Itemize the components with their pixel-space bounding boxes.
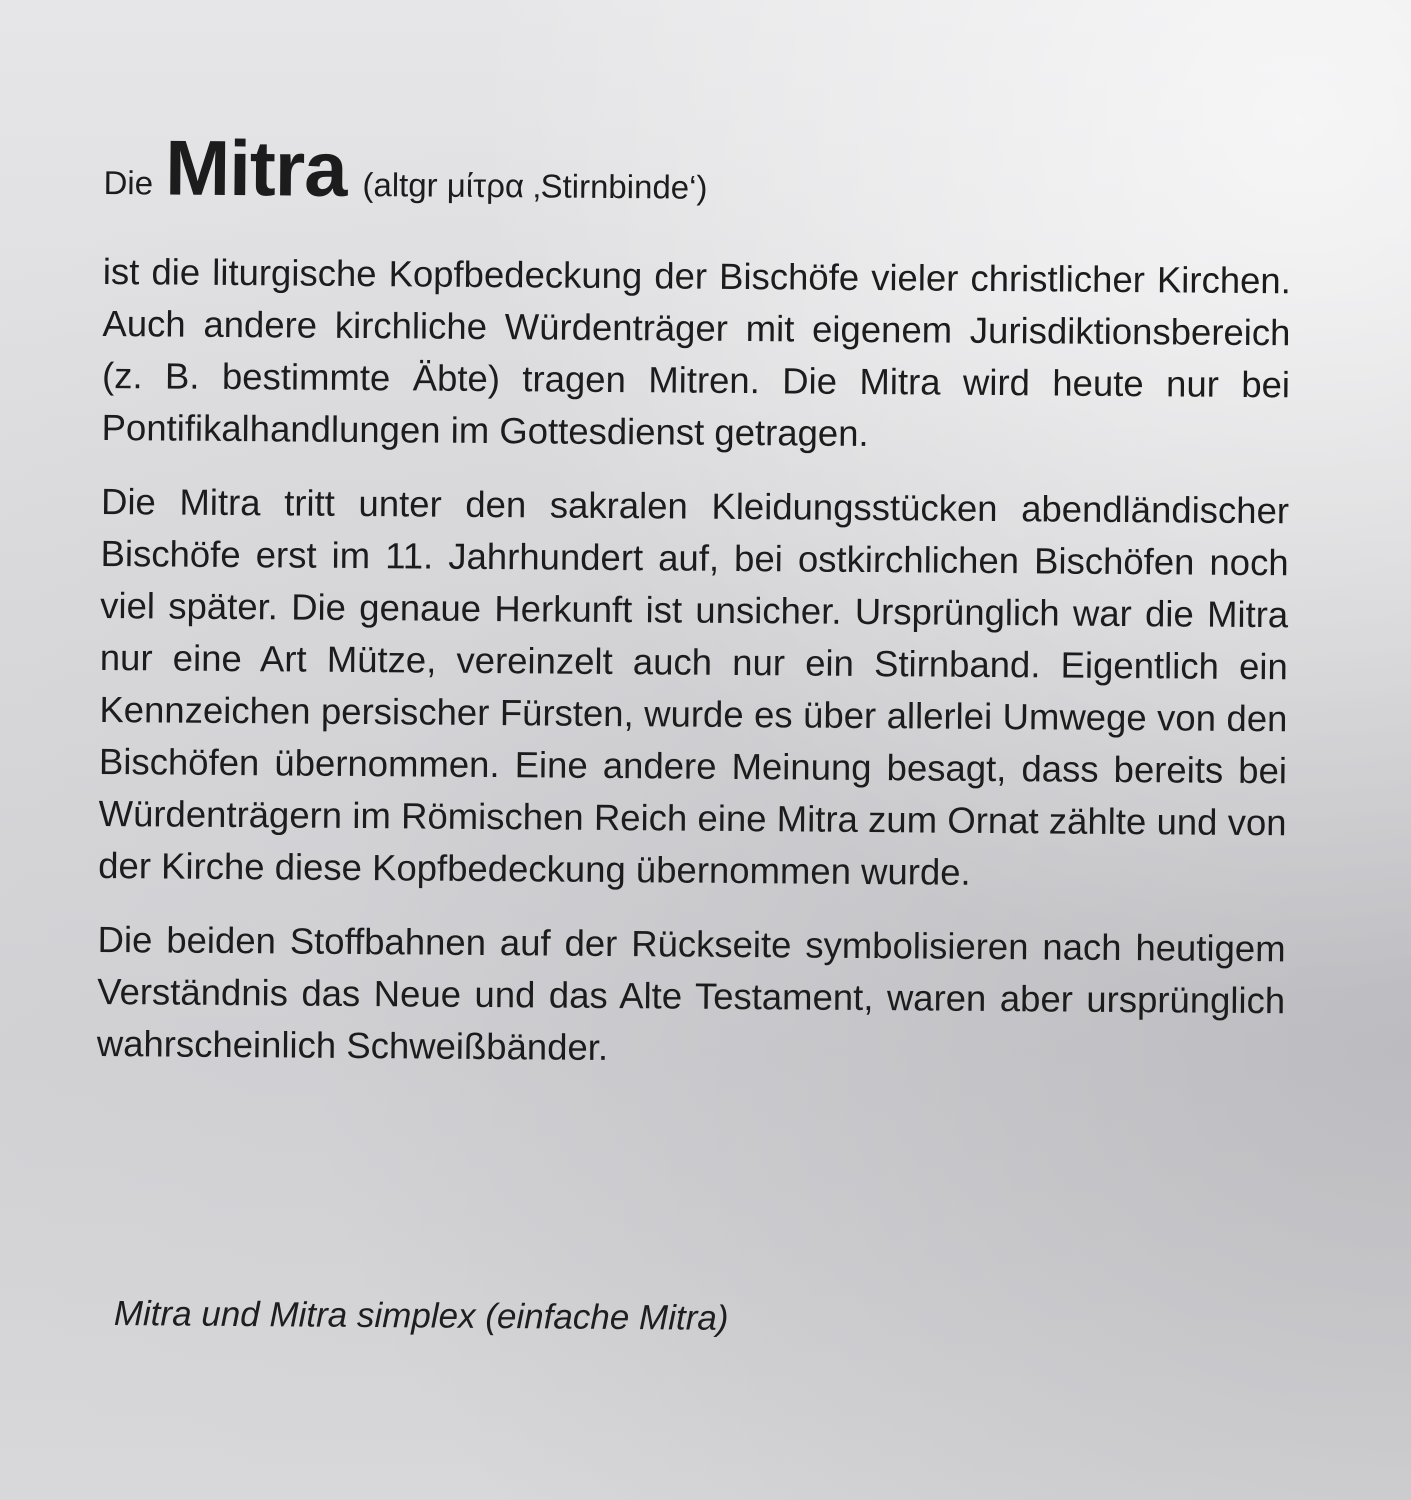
placard-heading xyxy=(103,123,1292,215)
heading-etymology: (altgr μίτρα ‚Stirnbinde‘) xyxy=(362,166,708,206)
paragraph-symbolism: Die beiden Stoffbahnen auf der Rückseite symbolisieren nach heutigem Verständnis das Neue und das Alte Testament, waren aber ursprünglich wahrscheinlich Schweißbänder. xyxy=(96,918,1286,1068)
heading-article: Die xyxy=(103,163,154,202)
paragraph-history: Die Mitra tritt unter den sakralen Kleidungsstücken abendländischer Bischöfe erst im 11. Jahrhundert auf, bei ostkirchlichen Bischöfen noch viel später. Die genaue Herkunft ist unsicher. Ursprünglich war die Mitra nur eine Art Mütze, vereinzelt auch nur ein Stirnband. Eigentlich ein Kennzeichen persischer Fürsten, wurde es über allerlei Umwege von den Bischöfen übernommen. Eine andere Meinung besagt, dass bereits bei Würdenträgern im Römischen Reich eine Mitra zum Ornat zählte und von der Kirche diese Kopfbedeckung übernommen wurde. xyxy=(98,480,1290,893)
placard-text-block xyxy=(96,123,1292,1079)
paragraph-definition: ist die liturgische Kopfbedeckung der Bischöfe vieler christlicher Kirchen. Auch andere kirchliche Würdenträger mit eigenem Jurisdiktionsbereich (z. B. bestimmte Äbte) tragen Mitren. Die Mitra wird heute nur bei Pontifikalhandlungen im Gottesdienst getragen. xyxy=(101,250,1291,455)
heading-title: Mitra xyxy=(164,123,347,213)
object-caption: Mitra und Mitra simplex (einfache Mitra) xyxy=(113,1294,729,1338)
